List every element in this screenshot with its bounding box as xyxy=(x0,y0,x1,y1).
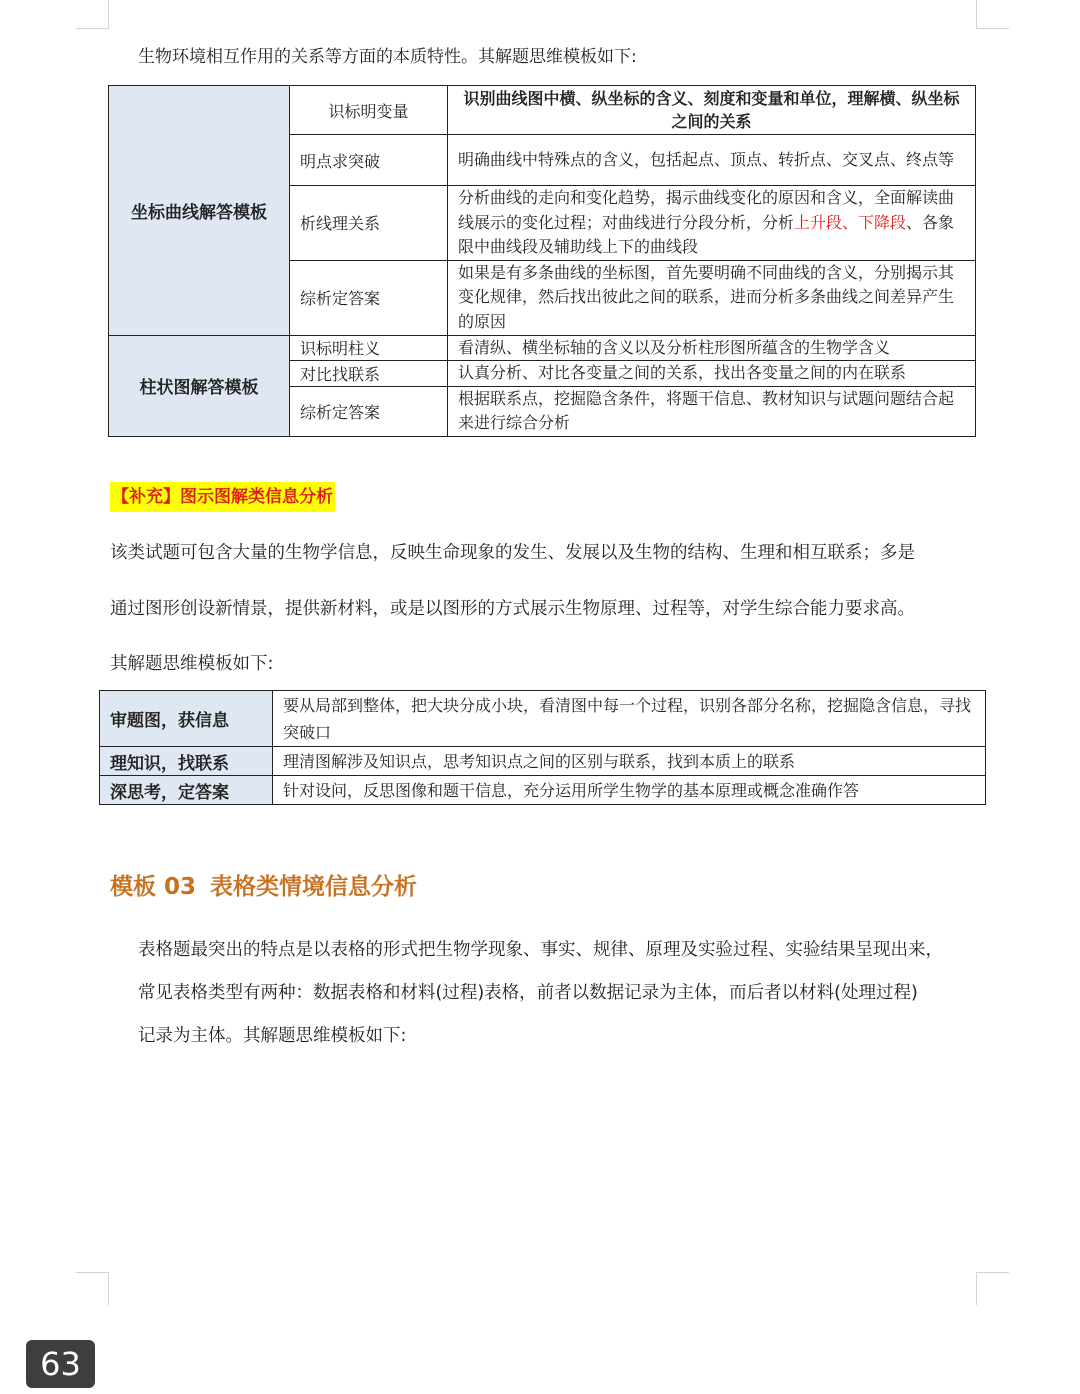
table-row xyxy=(109,335,976,361)
step-cell: 对比找联系 xyxy=(290,361,448,387)
category-cell: 坐标曲线解答模板 xyxy=(109,86,290,336)
desc-text: 分析曲线的走向和变化趋势，揭示曲线变化的原因和含义，全面解读曲线展示的变化过程；对曲线进行分段分析，分析 xyxy=(458,188,955,232)
supplement-paragraph-line: 通过图形创设新情景，提供新材料，或是以图形的方式展示生物原理、过程等，对学生综合能力要求高。 xyxy=(110,599,915,619)
step-cell: 综析定答案 xyxy=(290,386,448,436)
supplement-paragraph-line: 该类试题可包含大量的生物学信息，反映生命现象的发生、发展以及生物的结构、生理和相互联系；多是 xyxy=(110,543,915,563)
category-cell: 深思考，定答案 xyxy=(100,776,273,805)
table-row xyxy=(109,86,976,135)
desc-cell xyxy=(448,186,976,261)
desc-cell: 根据联系点，挖掘隐含条件，将题干信息、教材知识与试题问题结合起来进行综合分析 xyxy=(448,386,976,436)
curve-bar-template-table xyxy=(108,85,976,437)
supplement-title: 【补充】图示图解类信息分析 xyxy=(110,482,335,512)
category-cell: 理知识，找联系 xyxy=(100,747,273,776)
supplement-paragraph-line: 其解题思维模板如下: xyxy=(110,654,274,674)
page-number-badge: 63 xyxy=(26,1340,95,1388)
desc-cell: 如果是有多条曲线的坐标图，首先要明确不同曲线的含义，分别揭示其变化规律，然后找出彼此之间的联系，进而分析多条曲线之间差异产生的原因 xyxy=(448,260,976,335)
crop-mark xyxy=(76,0,109,29)
category-cell: 柱状图解答模板 xyxy=(109,335,290,436)
desc-cell: 理清图解涉及知识点，思考知识点之间的区别与联系，找到本质上的联系 xyxy=(273,747,986,776)
desc-cell: 明确曲线中特殊点的含义，包括起点、顶点、转折点、交叉点、终点等 xyxy=(448,135,976,186)
desc-cell: 看清纵、横坐标轴的含义以及分析柱形图所蕴含的生物学含义 xyxy=(448,335,976,361)
section-number: 模板 03 xyxy=(110,874,197,900)
highlight-text: 上升段、下降段 xyxy=(794,212,907,232)
desc-cell: 针对设问，反思图像和题干信息，充分运用所学生物学的基本原理或概念准确作答 xyxy=(273,776,986,805)
section-paragraph-line: 表格题最突出的特点是以表格的形式把生物学现象、事实、规律、原理及实验过程、实验结果呈现出来， xyxy=(138,940,943,960)
step-cell: 综析定答案 xyxy=(290,260,448,335)
crop-mark xyxy=(76,1272,109,1305)
step-cell: 明点求突破 xyxy=(290,135,448,186)
section-paragraph-line: 记录为主体。其解题思维模板如下: xyxy=(138,1026,407,1046)
table-row xyxy=(100,747,986,776)
crop-mark xyxy=(976,0,1009,29)
section-title: 表格类情境信息分析 xyxy=(210,874,418,900)
desc-text: 、各象限中曲线段及辅助线上下的曲线段 xyxy=(458,212,955,256)
section-heading xyxy=(110,868,417,901)
table-row xyxy=(100,776,986,805)
diagram-template-table xyxy=(99,690,986,805)
step-cell: 析线理关系 xyxy=(290,186,448,261)
table-row xyxy=(100,691,986,747)
step-cell: 识标明柱义 xyxy=(290,335,448,361)
category-cell: 审题图，获信息 xyxy=(100,691,273,747)
crop-mark xyxy=(976,1272,1009,1305)
desc-cell: 要从局部到整体，把大块分成小块，看清图中每一个过程，识别各部分名称，挖掘隐含信息，寻找突破口 xyxy=(273,691,986,747)
section-paragraph-line: 常见表格类型有两种：数据表格和材料(过程)表格，前者以数据记录为主体，而后者以材料(处理过程) xyxy=(138,983,918,1003)
desc-cell: 识别曲线图中横、纵坐标的含义、刻度和变量和单位，理解横、纵坐标之间的关系 xyxy=(448,86,976,135)
intro-text: 生物环境相互作用的关系等方面的本质特性。其解题思维模板如下: xyxy=(138,47,637,67)
step-cell: 识标明变量 xyxy=(290,86,448,135)
desc-cell: 认真分析、对比各变量之间的关系，找出各变量之间的内在联系 xyxy=(448,361,976,387)
